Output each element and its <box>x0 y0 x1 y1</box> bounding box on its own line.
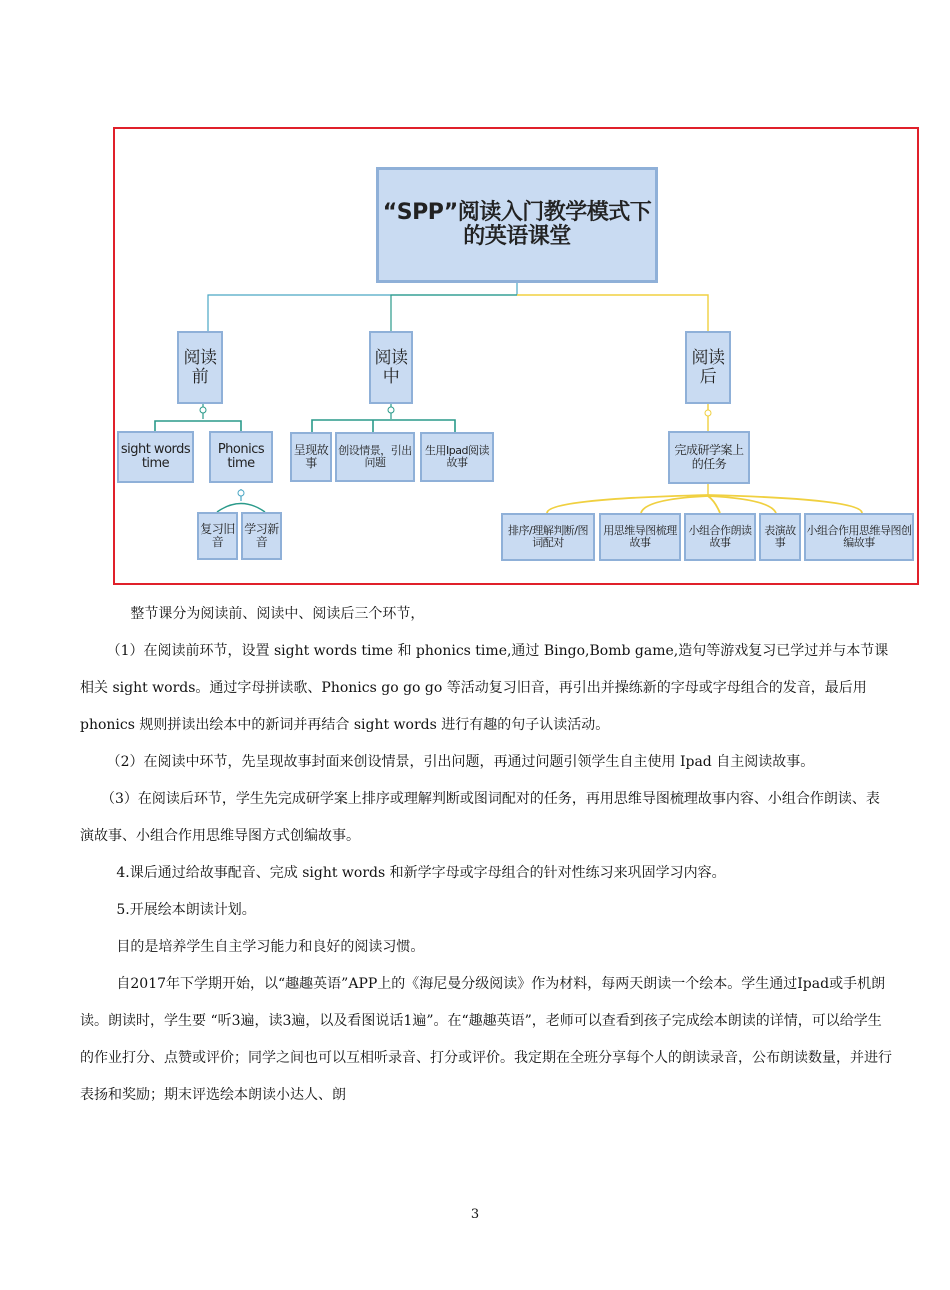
paragraph-intro: 整节课分为阅读前、阅读中、阅读后三个环节， <box>130 606 425 622</box>
mindmap-node-review-old-sounds: 复习旧音 <box>197 512 238 560</box>
mindmap-node-phonics: Phonics time <box>209 431 273 483</box>
paragraph-purpose: 目的是培养学生自主学习能力和良好的阅读习惯。 <box>116 939 425 955</box>
paragraph-reading-plan: 5.开展绘本朗读计划。 <box>116 902 256 918</box>
mindmap-task-create-story: 小组合作用思维导图创编故事 <box>804 513 914 561</box>
mindmap-node-create-context: 创设情景，引出问题 <box>335 432 415 482</box>
mindmap-node-ipad-reading: 生用Ipad阅读故事 <box>420 432 494 482</box>
mindmap-task-mindmap-story: 用思维导图梳理故事 <box>599 513 681 561</box>
mindmap-node-sight-words: sight words time <box>117 431 194 483</box>
paragraph-during-reading: （2）在阅读中环节，先呈现故事封面来创设情景，引出问题，再通过问题引领学生自主使用 Ipad 自主阅读故事。 <box>106 754 815 770</box>
mindmap-node-during: 阅读中 <box>369 331 413 404</box>
mindmap-node-after: 阅读后 <box>685 331 731 404</box>
mindmap-root: “SPP”阅读入门教学模式下的英语课堂 <box>376 167 658 283</box>
mindmap-node-before: 阅读前 <box>177 331 223 404</box>
paragraph-after-class: 4.课后通过给故事配音、完成 sight words 和新学字母或字母组合的针对性练习来巩固学习内容。 <box>116 865 726 881</box>
body-text <box>80 596 892 1114</box>
page-number: 3 <box>470 1207 480 1222</box>
paragraph-before-reading: （1）在阅读前环节，设置 sight words time 和 phonics time,通过 Bingo,Bomb game,造句等游戏复习已学过并与本节课相关 sight words。通过字母拼读歌、Phonics go go go 等活动复习旧音，再引出并操练新的字母或字母组合的发音，最后用 phonics 规则拼读出绘本中的新词并再结合 sight words 进行有趣的句子认读活动。 <box>80 643 889 733</box>
mindmap-node-complete-tasks: 完成研学案上的任务 <box>668 431 750 484</box>
mindmap-task-sort-judge-match: 排序/理解判断/图词配对 <box>501 513 595 561</box>
mindmap-node-learn-new-sounds: 学习新音 <box>241 512 282 560</box>
paragraph-after-reading: （3）在阅读后环节，学生先完成研学案上排序或理解判断或图词配对的任务，再用思维导图梳理故事内容、小组合作朗读、表演故事、小组合作用思维导图方式创编故事。 <box>80 791 880 844</box>
mindmap-task-group-reading: 小组合作朗读故事 <box>684 513 756 561</box>
mindmap-task-act-story: 表演故事 <box>759 513 801 561</box>
paragraph-app-details: 自2017年下学期开始，以“趣趣英语”APP上的《海尼曼分级阅读》作为材料，每两天朗读一个绘本。学生通过Ipad或手机朗读。朗读时，学生要 “听3遍，读3遍，以及看图说话1遍”。在“趣趣英语”，老师可以查看到孩子完成绘本朗读的详情，可以给学生的作业打分、点赞或评价；同学之间也可以互相听录音、打分或评价。我定期在全班分享每个人的朗读录音，公布朗读数量，并进行表扬和奖励；期末评选绘本朗读小达人、朗 <box>80 976 892 1103</box>
mindmap-node-present-story: 呈现故事 <box>290 432 332 482</box>
mindmap-frame <box>113 127 919 585</box>
